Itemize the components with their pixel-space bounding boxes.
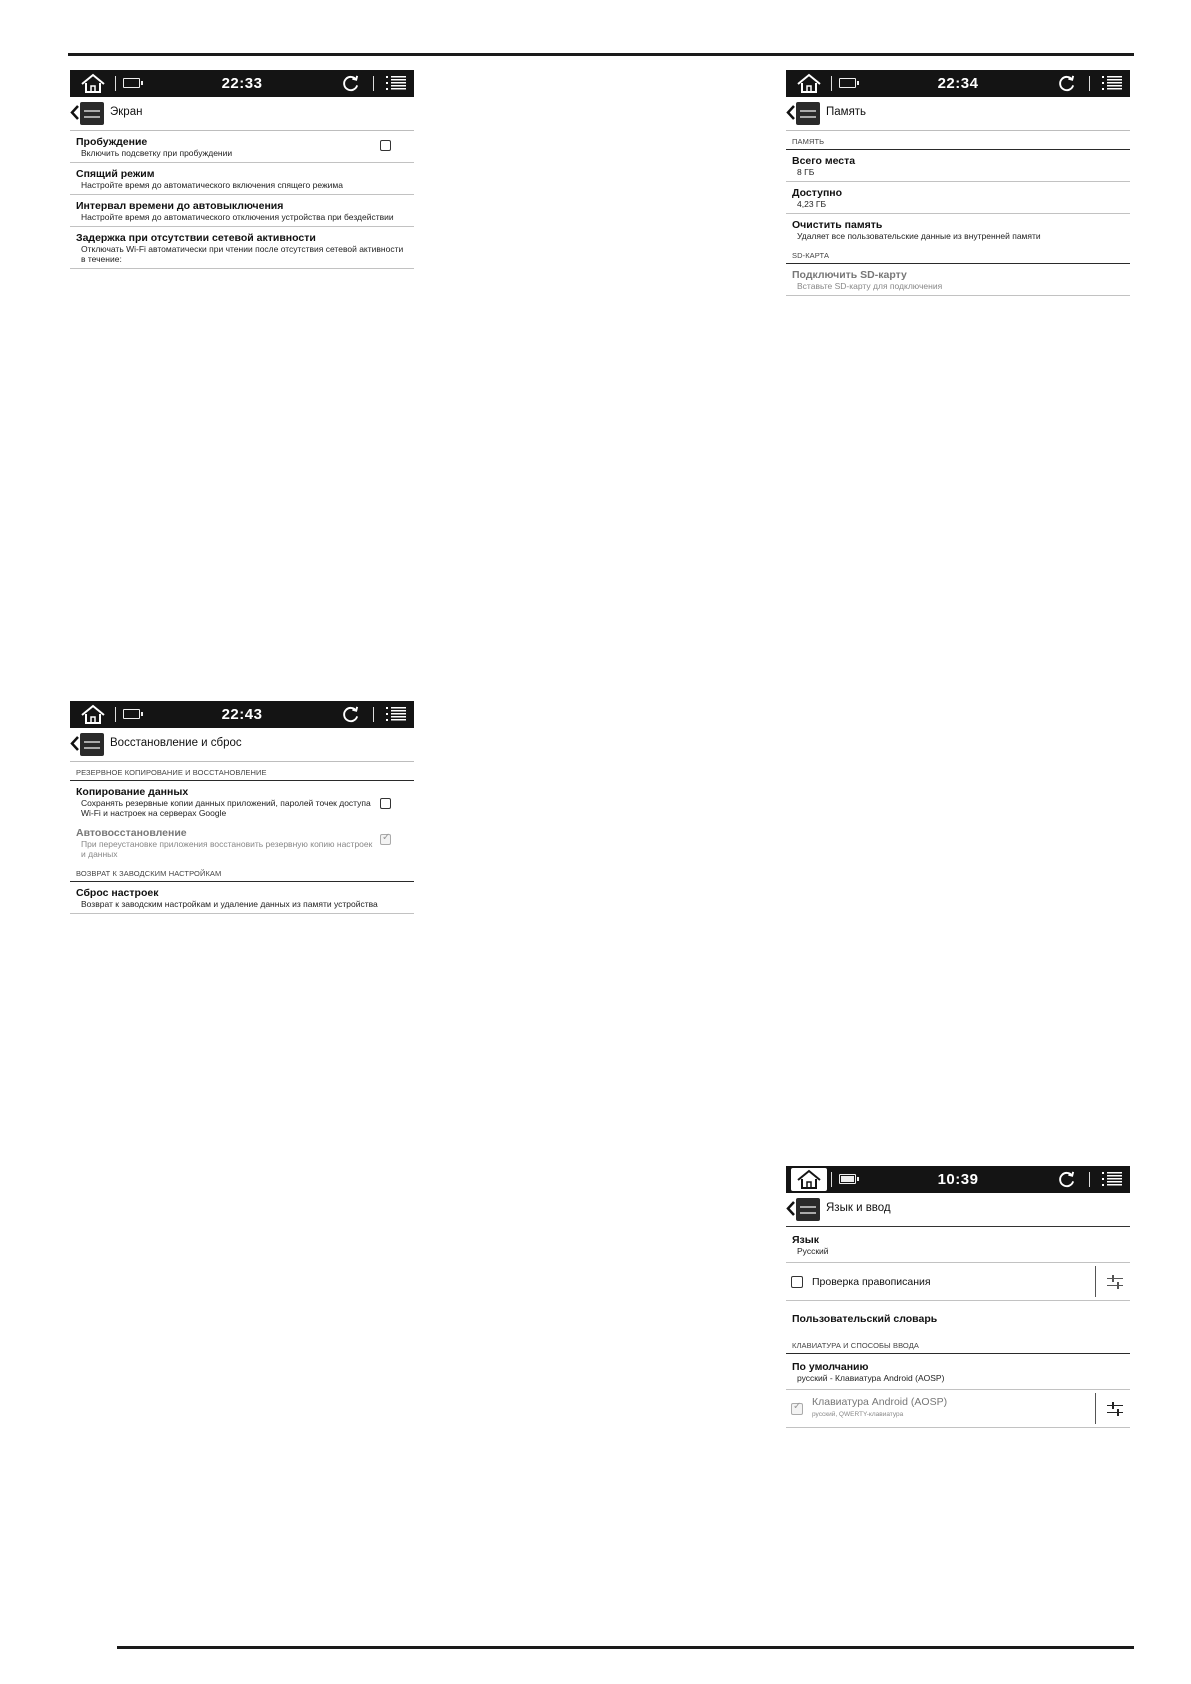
sleep-mode-item[interactable] <box>70 163 414 195</box>
page-title: Язык и ввод <box>826 1202 891 1214</box>
memory-header <box>786 97 1130 131</box>
factory-reset-item[interactable] <box>70 882 414 914</box>
item-value: Русский <box>797 1246 829 1256</box>
back-chevron-icon[interactable] <box>786 104 796 121</box>
menu-list-icon[interactable] <box>386 706 406 723</box>
status-bar <box>70 701 414 728</box>
status-bar <box>70 70 414 97</box>
item-subtitle: Сохранять резервные копии данных приложений, паролей точек доступа Wi-Fi и настроек на серверах Google <box>81 798 371 818</box>
clock: 10:39 <box>937 1171 979 1188</box>
item-subtitle: Вставьте SD-карту для подключения <box>797 281 943 291</box>
backup-checkbox[interactable] <box>380 798 391 809</box>
aosp-keyboard-row[interactable] <box>786 1390 1130 1428</box>
clock: 22:34 <box>937 75 979 92</box>
settings-app-icon <box>80 102 104 125</box>
status-divider <box>373 76 374 91</box>
item-title: Всего места <box>792 155 856 167</box>
screen-settings-panel <box>70 70 414 269</box>
item-subtitle: Удаляет все пользовательские данные из внутренней памяти <box>797 231 1041 241</box>
page-title: Память <box>826 106 867 118</box>
clear-memory-item[interactable] <box>786 214 1130 245</box>
item-title: Язык <box>792 1234 819 1246</box>
memory-settings-panel <box>786 70 1130 296</box>
default-keyboard-item[interactable] <box>786 1354 1130 1390</box>
item-subtitle: При переустановке приложения восстановить резервную копию настроек и данных <box>81 839 373 859</box>
spellcheck-label: Проверка правописания <box>812 1276 931 1288</box>
sync-icon[interactable] <box>1057 74 1076 93</box>
sync-icon[interactable] <box>341 705 360 724</box>
language-settings-panel <box>786 1166 1130 1428</box>
aosp-keyboard-subtitle: русский, QWERTY-клавиатура <box>812 1411 904 1418</box>
status-bar <box>786 1166 1130 1193</box>
sync-icon[interactable] <box>341 74 360 93</box>
clock: 22:43 <box>221 706 263 723</box>
back-chevron-icon[interactable] <box>70 104 80 121</box>
spellcheck-checkbox[interactable] <box>791 1276 803 1288</box>
auto-restore-item[interactable] <box>70 822 414 863</box>
item-title: Спящий режим <box>76 168 155 180</box>
reset-header <box>70 728 414 762</box>
settings-app-icon <box>796 1198 820 1221</box>
network-delay-item[interactable] <box>70 227 414 269</box>
item-value: русский - Клавиатура Android (AOSP) <box>797 1373 945 1383</box>
menu-list-icon[interactable] <box>386 75 406 92</box>
sync-icon[interactable] <box>1057 1170 1076 1189</box>
item-title: Пробуждение <box>76 136 148 148</box>
item-subtitle: Возврат к заводским настройкам и удаление данных из памяти устройства <box>81 899 378 909</box>
wakeup-checkbox[interactable] <box>380 140 391 151</box>
section-header: ВОЗВРАТ К ЗАВОДСКИМ НАСТРОЙКАМ <box>70 863 414 882</box>
settings-app-icon <box>796 102 820 125</box>
aosp-keyboard-label: Клавиатура Android (AOSP) <box>812 1396 948 1408</box>
section-header: КЛАВИАТУРА И СПОСОБЫ ВВОДА <box>786 1335 1130 1354</box>
status-divider <box>373 707 374 722</box>
status-divider <box>1089 76 1090 91</box>
reset-settings-panel <box>70 701 414 914</box>
settings-app-icon <box>80 733 104 756</box>
total-space-item <box>786 150 1130 182</box>
backup-item[interactable] <box>70 781 414 822</box>
menu-list-icon[interactable] <box>1102 75 1122 92</box>
item-subtitle: Настройте время до автоматического включения спящего режима <box>81 180 343 190</box>
row-divider <box>1095 1266 1096 1297</box>
auto-off-item[interactable] <box>70 195 414 227</box>
item-title: Интервал времени до автовыключения <box>76 200 284 212</box>
section-header: ПАМЯТЬ <box>786 131 1130 150</box>
auto-restore-checkbox[interactable] <box>380 834 391 845</box>
item-subtitle: Настройте время до автоматического отключения устройства при бездействии <box>81 212 394 222</box>
row-divider <box>1095 1393 1096 1424</box>
item-title: Сброс настроек <box>76 887 159 899</box>
section-header: РЕЗЕРВНОЕ КОПИРОВАНИЕ И ВОССТАНОВЛЕНИЕ <box>70 762 414 781</box>
aosp-keyboard-checkbox[interactable] <box>791 1403 803 1415</box>
page-title: Восстановление и сброс <box>110 737 242 749</box>
menu-list-icon[interactable] <box>1102 1171 1122 1188</box>
language-header <box>786 1193 1130 1227</box>
item-title: Подключить SD-карту <box>792 269 907 281</box>
bottom-rule <box>117 1646 1134 1649</box>
status-divider <box>1089 1172 1090 1187</box>
wakeup-item[interactable] <box>70 131 414 163</box>
back-chevron-icon[interactable] <box>70 735 80 752</box>
item-title: Доступно <box>792 187 843 199</box>
item-title: Задержка при отсутствии сетевой активности <box>76 232 316 244</box>
item-value: 4,23 ГБ <box>797 199 827 209</box>
item-title: Автовосстановление <box>76 827 187 839</box>
section-header: SD-КАРТА <box>786 245 1130 264</box>
back-chevron-icon[interactable] <box>786 1200 796 1217</box>
screen-header <box>70 97 414 131</box>
language-item[interactable] <box>786 1227 1130 1263</box>
item-title: Очистить память <box>792 219 883 231</box>
item-title: Пользовательский словарь <box>792 1313 938 1325</box>
item-subtitle: Отключать Wi-Fi автоматически при чтении после отсутствия сетевой активности в течение: <box>81 244 404 264</box>
status-bar <box>786 70 1130 97</box>
spellcheck-row[interactable] <box>786 1263 1130 1301</box>
tune-icon[interactable] <box>1106 1401 1124 1417</box>
tune-icon[interactable] <box>1106 1274 1124 1290</box>
page-title: Экран <box>110 106 143 118</box>
item-value: 8 ГБ <box>797 167 815 177</box>
free-space-item <box>786 182 1130 214</box>
top-rule <box>68 53 1134 56</box>
item-title: По умолчанию <box>792 1361 869 1373</box>
mount-sd-item[interactable] <box>786 264 1130 296</box>
clock: 22:33 <box>221 75 263 92</box>
item-title: Копирование данных <box>76 786 189 798</box>
item-subtitle: Включить подсветку при пробуждении <box>81 148 233 158</box>
user-dictionary-item[interactable] <box>786 1301 1130 1335</box>
